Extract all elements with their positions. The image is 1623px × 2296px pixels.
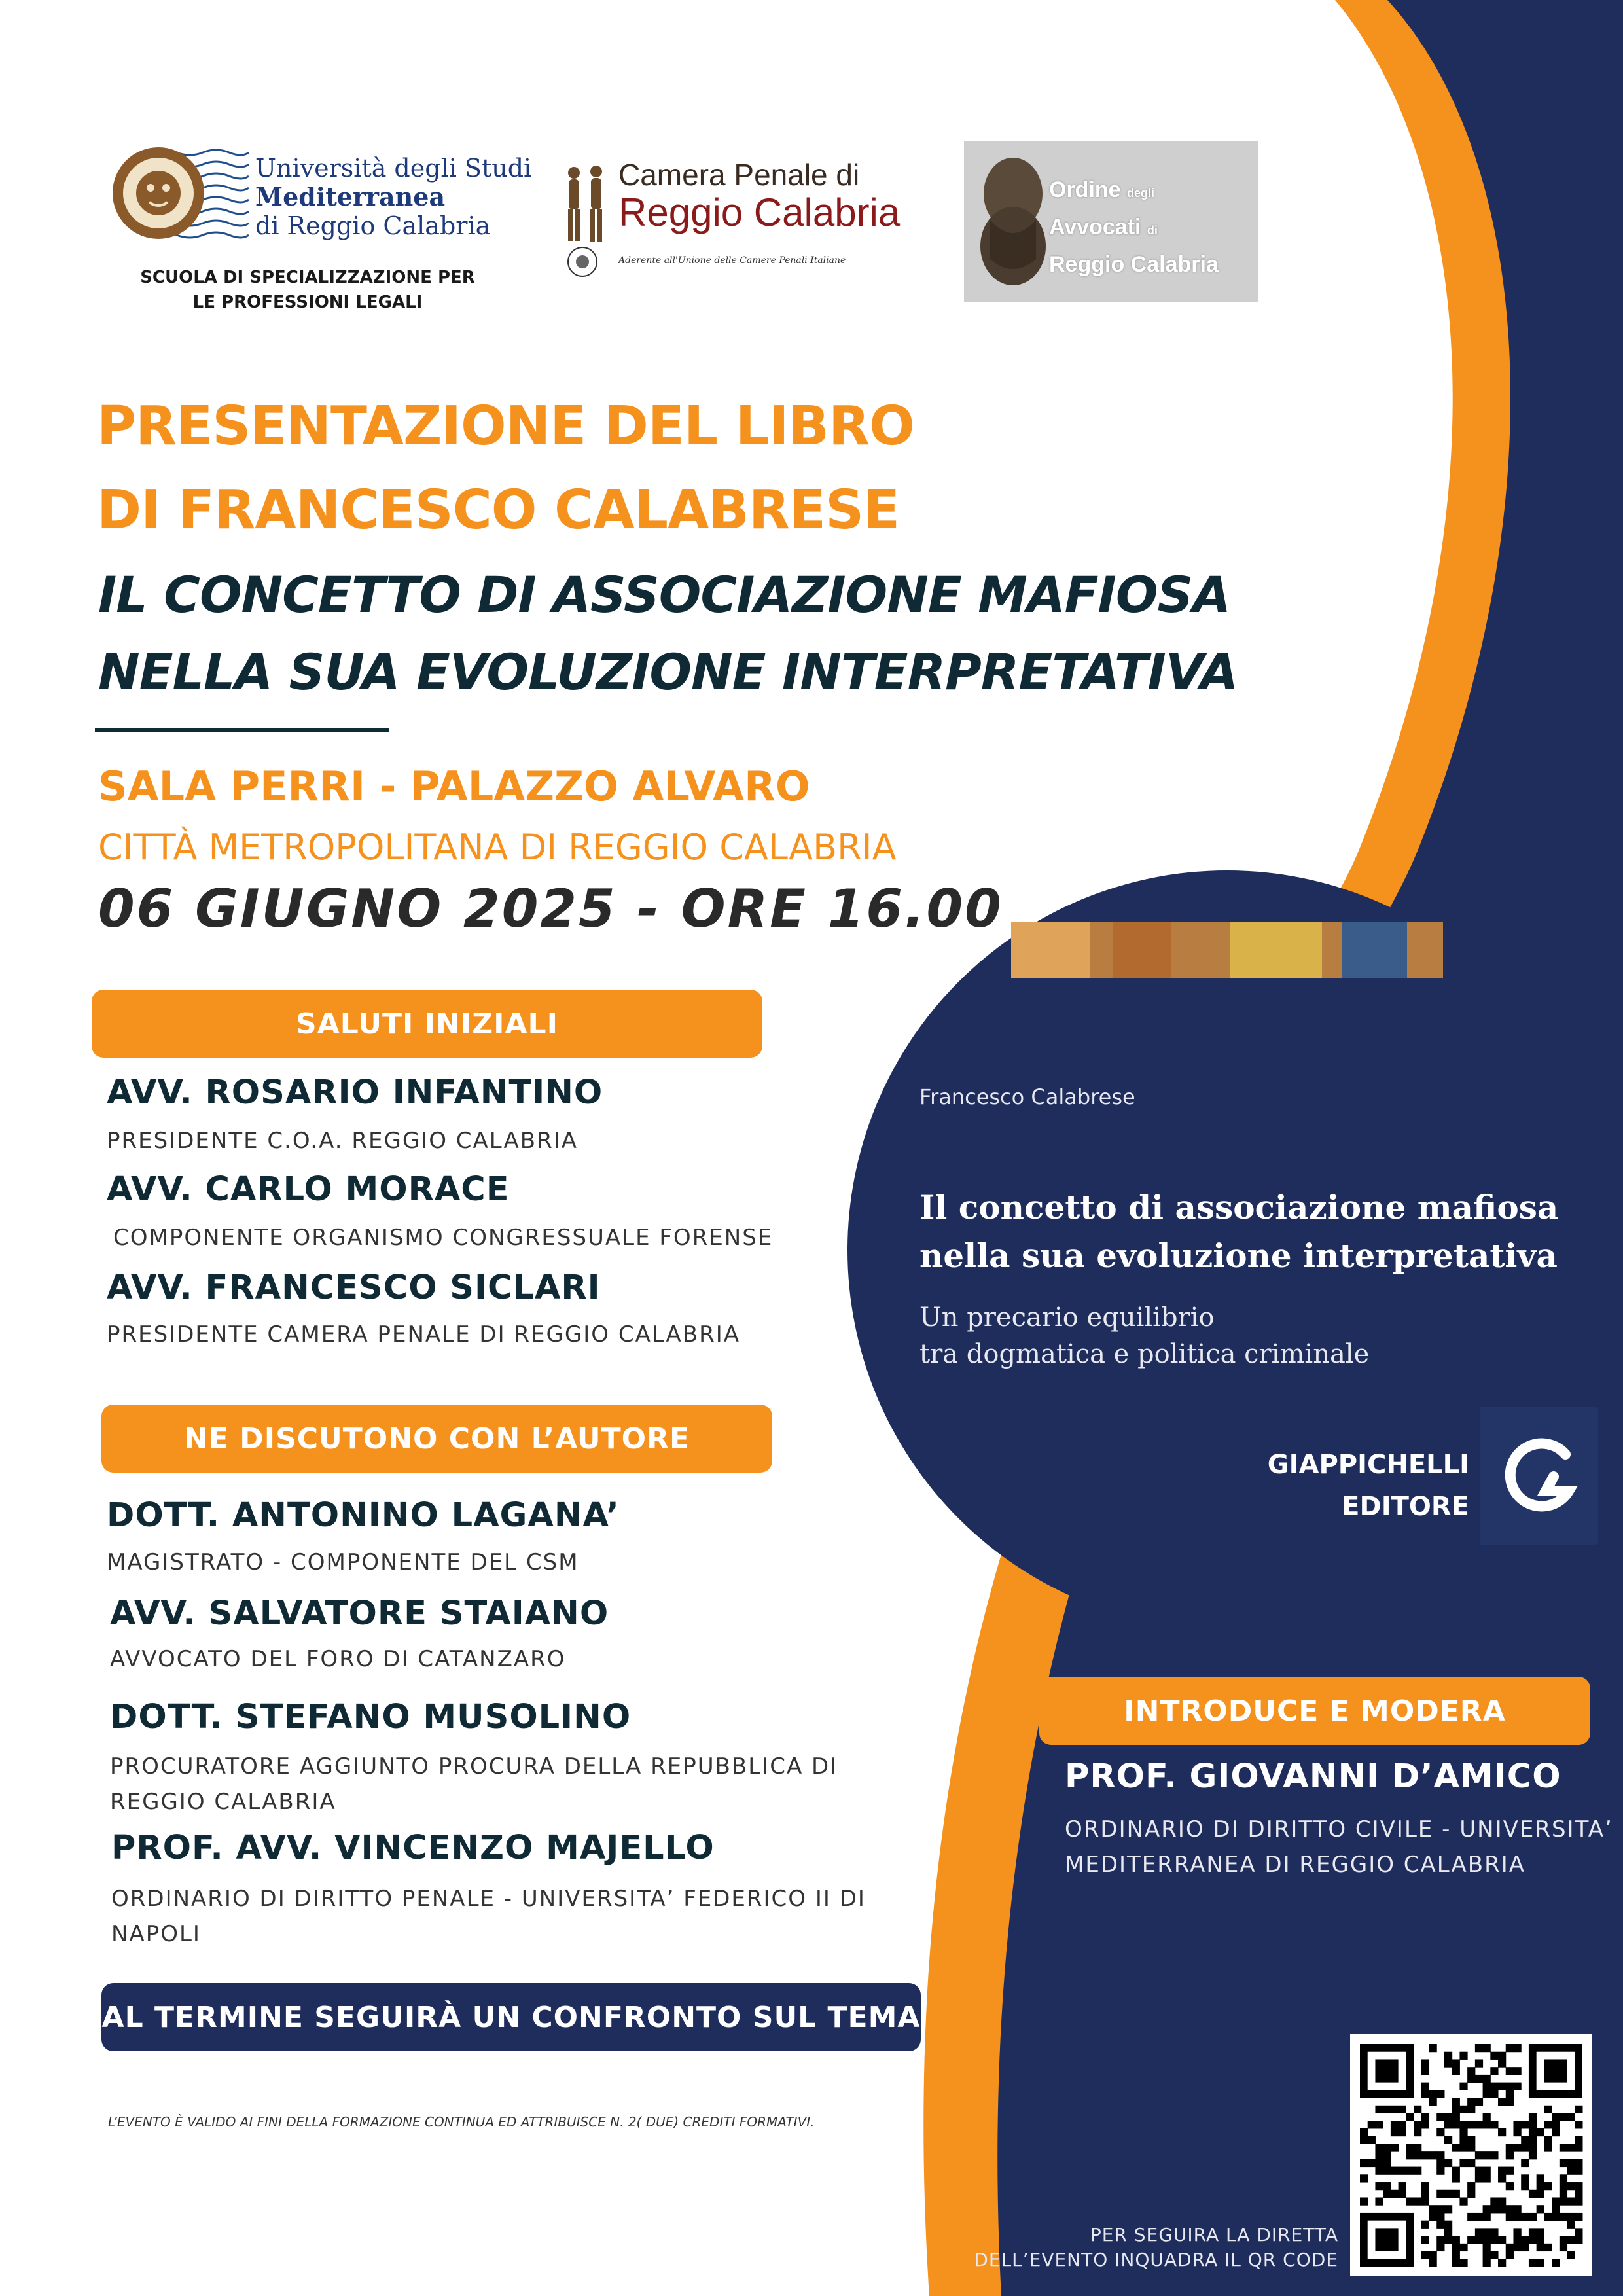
giappichelli-g-icon — [1480, 1407, 1598, 1545]
title-divider — [95, 728, 389, 732]
publisher-line1: GIAPPICHELLI — [1267, 1450, 1469, 1480]
discutono-speaker-2-name: AVV. SALVATORE STAIANO — [110, 1594, 609, 1633]
unimed-school-line2: LE PROFESSIONI LEGALI — [192, 293, 423, 312]
discutono-speaker-3-role-line2: REGGIO CALABRIA — [110, 1789, 336, 1815]
moderator-name: PROF. GIOVANNI D’AMICO — [1065, 1757, 1561, 1796]
book-title-line1: IL CONCETTO DI ASSOCIAZIONE MAFIOSA — [98, 565, 1230, 624]
cover-subtitle-line1: Un precario equilibrio — [919, 1302, 1215, 1333]
book-title-line2: NELLA SUA EVOLUZIONE INTERPRETATIVA — [98, 643, 1238, 701]
publisher-logo-box — [1480, 1407, 1598, 1545]
ordine-line3: Reggio Calabria — [1049, 252, 1219, 277]
saluti-speaker-2-name: AVV. CARLO MORACE — [107, 1170, 510, 1209]
heading-line2: DI FRANCESCO CALABRESE — [97, 479, 900, 541]
camera-penale-tagline: Aderente all'Unione delle Camere Penali Italiane — [618, 255, 846, 266]
cover-subtitle — [919, 1299, 1369, 1372]
cover-author: Francesco Calabrese — [919, 1085, 1135, 1109]
unimed-logo — [111, 141, 532, 245]
heading — [97, 385, 914, 552]
qr-caption-line2: DELL’EVENTO INQUADRA IL QR CODE — [974, 2249, 1338, 2270]
cover-title — [919, 1183, 1558, 1280]
moderator-label: INTRODUCE E MODERA — [1039, 1677, 1590, 1745]
publisher-line2: EDITORE — [1342, 1492, 1469, 1522]
qr-code[interactable] — [1350, 2034, 1592, 2276]
moderator-role-line1: ORDINARIO DI DIRITTO CIVILE - UNIVERSITA’ — [1065, 1816, 1613, 1842]
qr-caption-line1: PER SEGUIRA LA DIRETTA — [1090, 2224, 1338, 2246]
event-datetime: 06 GIUGNO 2025 - ORE 16.00 — [98, 878, 1003, 939]
lion-seal-icon — [111, 141, 249, 245]
discutono-speaker-4-role — [111, 1881, 866, 1952]
discutono-speaker-2-role: AVVOCATO DEL FORO DI CATANZARO — [110, 1646, 566, 1672]
discutono-speaker-3-role-line1: PROCURATORE AGGIUNTO PROCURA DELLA REPUBBLICA DI — [110, 1753, 838, 1780]
ordine-avvocati-logo — [964, 141, 1258, 302]
qr-caption — [890, 2223, 1338, 2272]
book-title — [98, 556, 1238, 711]
cover-title-line1: Il concetto di associazione mafiosa — [919, 1188, 1559, 1227]
unimed-line2: Mediterranea — [255, 182, 446, 211]
discutono-speaker-3-role — [110, 1749, 838, 1820]
discutono-speaker-4-role-line2: NAPOLI — [111, 1921, 201, 1947]
venue-place: SALA PERRI - PALAZZO ALVARO — [98, 762, 810, 810]
ordine-line2-small: di — [1147, 224, 1158, 237]
camera-penale-line2: Reggio Calabria — [618, 190, 901, 234]
moderator-role-line2: MEDITERRANEA DI REGGIO CALABRIA — [1065, 1852, 1526, 1878]
discutono-speaker-1-role: MAGISTRATO - COMPONENTE DEL CSM — [107, 1549, 579, 1575]
saluti-speaker-3-name: AVV. FRANCESCO SICLARI — [107, 1268, 601, 1307]
cover-title-line2: nella sua evoluzione interpretativa — [919, 1236, 1558, 1275]
saluti-speaker-3-role: PRESIDENTE CAMERA PENALE DI REGGIO CALABRIA — [107, 1321, 741, 1348]
ordine-line1-small: degli — [1127, 187, 1155, 200]
saluti-speaker-1-name: AVV. ROSARIO INFANTINO — [107, 1073, 603, 1112]
unimed-line3: di Reggio Calabria — [255, 211, 491, 240]
saluti-speaker-2-role: COMPONENTE ORGANISMO CONGRESSUALE FORENSE — [113, 1225, 774, 1251]
unimed-school — [92, 265, 524, 315]
unimed-line1: Università degli Studi — [255, 154, 532, 183]
ucpi-seal-icon — [566, 245, 599, 278]
moderator-role — [1065, 1812, 1613, 1882]
bust-icon — [971, 148, 1056, 296]
discutono-speaker-4-name: PROF. AVV. VINCENZO MAJELLO — [111, 1829, 715, 1867]
discutono-speaker-4-role-line1: ORDINARIO DI DIRITTO PENALE - UNIVERSITA’ FEDERICO II DI — [111, 1886, 866, 1912]
footnote: L’EVENTO È VALIDO AI FINI DELLA FORMAZIONE CONTINUA ED ATTRIBUISCE N. 2( DUE) CREDITI FORMATIVI. — [108, 2114, 815, 2130]
ordine-line1: Ordine — [1049, 177, 1121, 202]
heading-line1: PRESENTAZIONE DEL LIBRO — [97, 395, 914, 457]
ordine-line2: Avvocati — [1049, 215, 1141, 240]
discutono-label: NE DISCUTONO CON L’AUTORE — [101, 1405, 772, 1473]
cover-subtitle-line2: tra dogmatica e politica criminale — [919, 1339, 1370, 1369]
qr-code-pattern — [1350, 2034, 1592, 2276]
discutono-speaker-1-name: DOTT. ANTONINO LAGANA’ — [107, 1496, 620, 1535]
saluti-speaker-1-role: PRESIDENTE C.O.A. REGGIO CALABRIA — [107, 1128, 579, 1154]
publisher-name — [1230, 1444, 1469, 1528]
venue-city: CITTÀ METROPOLITANA DI REGGIO CALABRIA — [98, 827, 897, 868]
unimed-school-line1: SCUOLA DI SPECIALIZZAZIONE PER — [140, 268, 475, 287]
bronze-statues-icon — [560, 164, 612, 249]
saluti-label: SALUTI INIZIALI — [92, 990, 762, 1058]
discutono-speaker-3-name: DOTT. STEFANO MUSOLINO — [110, 1698, 632, 1736]
camera-penale-line1: Camera Penale di — [618, 158, 860, 192]
camera-penale-logo — [560, 157, 926, 288]
closing-pill: AL TERMINE SEGUIRÀ UN CONFRONTO SUL TEMA — [101, 1983, 921, 2051]
